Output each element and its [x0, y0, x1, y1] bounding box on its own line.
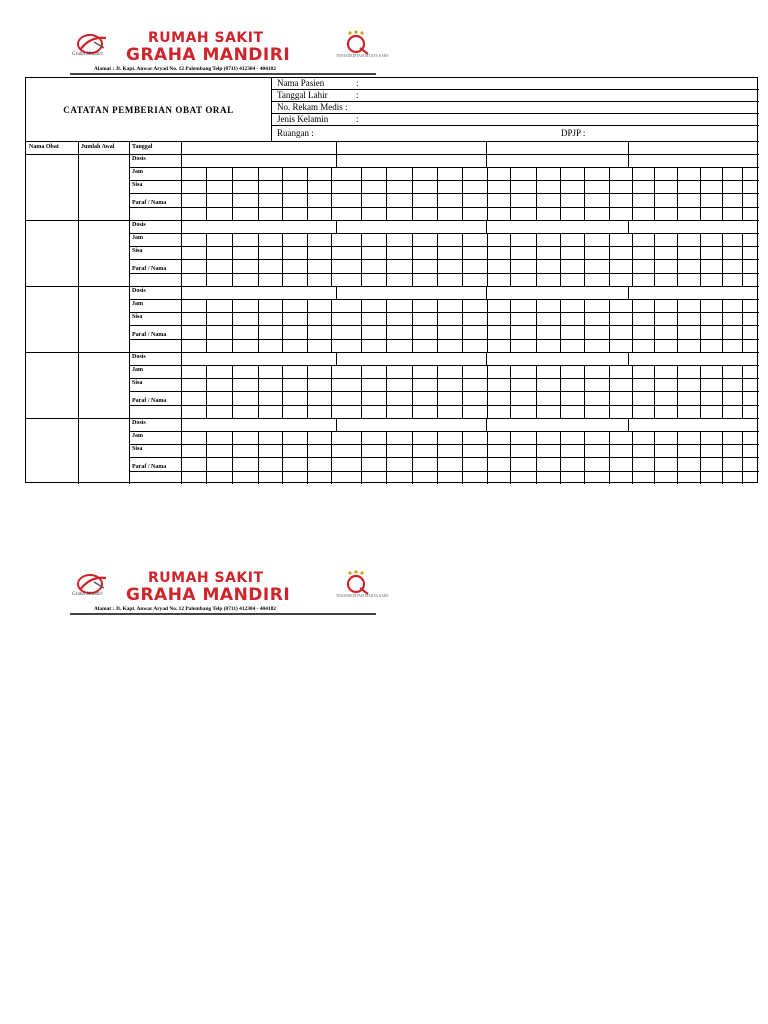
- sub-row-divider: [129, 207, 759, 208]
- row-label-dosis: Dosis: [132, 420, 146, 426]
- gender-label: Jenis Kelamin: [277, 114, 329, 124]
- dosis-divider: [486, 352, 487, 365]
- cell-divider: [722, 233, 723, 286]
- cell-divider: [462, 299, 463, 352]
- cell-divider: [722, 167, 723, 220]
- cell-divider: [412, 233, 413, 286]
- cell-divider: [536, 431, 537, 484]
- dosis-divider: [628, 418, 629, 431]
- gender-value: :: [356, 114, 359, 124]
- patient-info: [272, 78, 759, 142]
- row-label-sisa: Sisa: [132, 248, 143, 254]
- cell-divider: [307, 233, 308, 286]
- cell-divider: [654, 299, 655, 352]
- sub-row-divider: [129, 233, 759, 234]
- row-label-paraf: Paraf / Nama: [132, 332, 167, 338]
- date-divider: [486, 142, 487, 154]
- cell-divider: [700, 167, 701, 220]
- sub-row-divider: [129, 259, 759, 260]
- cell-divider: [206, 167, 207, 220]
- cell-divider: [462, 233, 463, 286]
- letterhead-bottom: [70, 570, 389, 616]
- row-label-paraf: Paraf / Nama: [132, 266, 167, 272]
- cell-divider: [536, 167, 537, 220]
- row-label-dosis: Dosis: [132, 288, 146, 294]
- hospital-address: Alamat : Jl. Kapt. Anwar Aryad No. 12 Palembang Telp (0711) 412384 - 404182: [94, 606, 276, 612]
- cell-divider: [536, 299, 537, 352]
- date-divider: [336, 142, 337, 154]
- cell-divider: [386, 365, 387, 418]
- cell-divider: [206, 365, 207, 418]
- cell-divider: [654, 167, 655, 220]
- cell-divider: [386, 167, 387, 220]
- cell-divider: [584, 167, 585, 220]
- medication-grid: [26, 142, 759, 484]
- sub-row-divider: [129, 405, 759, 406]
- row-label-dosis: Dosis: [132, 222, 146, 228]
- form-title: CATATAN PEMBERIAN OBAT ORAL: [26, 78, 272, 142]
- sub-row-divider: [129, 431, 759, 432]
- sub-row-divider: [129, 471, 759, 472]
- column-divider: [78, 142, 79, 484]
- cell-divider: [742, 233, 743, 286]
- cell-divider: [412, 299, 413, 352]
- sub-row-divider: [129, 365, 759, 366]
- cell-divider: [584, 233, 585, 286]
- cell-divider: [677, 167, 678, 220]
- column-header-jumlah-awal: Jumlah Awal: [81, 144, 115, 150]
- cell-divider: [677, 365, 678, 418]
- cell-divider: [437, 431, 438, 484]
- cell-divider: [560, 431, 561, 484]
- cell-divider: [462, 365, 463, 418]
- cell-divider: [437, 167, 438, 220]
- cell-divider: [232, 431, 233, 484]
- dosis-divider: [628, 286, 629, 299]
- cell-divider: [232, 167, 233, 220]
- hospital-name-line1: RUMAH SAKIT: [148, 570, 264, 586]
- cell-divider: [307, 365, 308, 418]
- cell-divider: [700, 431, 701, 484]
- cell-divider: [282, 299, 283, 352]
- ward-field[interactable]: Ruangan :: [277, 128, 314, 138]
- dosis-divider: [486, 220, 487, 233]
- cell-divider: [677, 431, 678, 484]
- column-header-tanggal: Tanggal: [132, 144, 153, 150]
- sub-row-divider: [129, 378, 759, 379]
- cell-divider: [232, 299, 233, 352]
- sub-row-divider: [129, 444, 759, 445]
- cell-divider: [412, 167, 413, 220]
- hospital-logo-icon: [72, 32, 122, 62]
- hospital-logo-icon: [72, 572, 122, 602]
- cell-divider: [307, 431, 308, 484]
- cell-divider: [437, 233, 438, 286]
- cell-divider: [510, 365, 511, 418]
- dosis-divider: [628, 220, 629, 233]
- cell-divider: [232, 233, 233, 286]
- patient-name-value: :: [356, 78, 359, 88]
- row-label-jam: Jam: [132, 169, 143, 175]
- sub-row-divider: [129, 273, 759, 274]
- cell-divider: [560, 233, 561, 286]
- dosis-divider: [336, 220, 337, 233]
- cell-divider: [700, 365, 701, 418]
- row-label-jam: Jam: [132, 367, 143, 373]
- row-label-paraf: Paraf / Nama: [132, 464, 167, 470]
- cell-divider: [232, 365, 233, 418]
- hospital-name-line2: GRAHA MANDIRI: [126, 585, 291, 605]
- birth-date-label: Tanggal Lahir: [277, 90, 328, 100]
- dosis-divider: [628, 352, 629, 365]
- dosis-divider: [628, 154, 629, 167]
- cell-divider: [742, 365, 743, 418]
- cell-divider: [632, 233, 633, 286]
- cell-divider: [487, 233, 488, 286]
- sub-row-divider: [129, 193, 759, 194]
- dosis-divider: [336, 154, 337, 167]
- cell-divider: [560, 365, 561, 418]
- cell-divider: [258, 299, 259, 352]
- cell-divider: [487, 431, 488, 484]
- cell-divider: [437, 299, 438, 352]
- patient-name-label: Nama Pasien: [277, 78, 325, 88]
- sub-row-divider: [129, 391, 759, 392]
- cell-divider: [584, 365, 585, 418]
- letterhead-divider: [70, 73, 376, 75]
- cell-divider: [536, 233, 537, 286]
- cell-divider: [206, 233, 207, 286]
- sub-row-divider: [129, 325, 759, 326]
- cell-divider: [742, 431, 743, 484]
- hospital-name-line2: GRAHA MANDIRI: [126, 45, 291, 65]
- cell-divider: [487, 167, 488, 220]
- cell-divider: [609, 167, 610, 220]
- cell-divider: [632, 365, 633, 418]
- cell-divider: [282, 365, 283, 418]
- cell-divider: [700, 299, 701, 352]
- cell-divider: [258, 431, 259, 484]
- sub-row-divider: [129, 312, 759, 313]
- row-label-dosis: Dosis: [132, 354, 146, 360]
- cell-divider: [282, 167, 283, 220]
- cell-divider: [677, 233, 678, 286]
- cell-divider: [361, 299, 362, 352]
- birth-date-field[interactable]: [272, 90, 759, 102]
- cell-divider: [654, 365, 655, 418]
- cell-divider: [560, 299, 561, 352]
- cell-divider: [258, 167, 259, 220]
- cell-divider: [654, 431, 655, 484]
- cell-divider: [609, 365, 610, 418]
- cell-divider: [331, 167, 332, 220]
- cell-divider: [722, 299, 723, 352]
- accreditation-motto: TERAKREDITASI MADYA KARS: [336, 54, 389, 58]
- letterhead-divider: [70, 613, 376, 615]
- cell-divider: [632, 299, 633, 352]
- dosis-divider: [486, 286, 487, 299]
- row-label-dosis: Dosis: [132, 156, 146, 162]
- cell-divider: [462, 167, 463, 220]
- cell-divider: [437, 365, 438, 418]
- sub-row-divider: [129, 167, 759, 168]
- cell-divider: [386, 233, 387, 286]
- brand-name: Graha Mandiri: [72, 52, 103, 57]
- cell-divider: [206, 431, 207, 484]
- medical-record-label: No. Rekam Medis :: [277, 102, 348, 112]
- cell-divider: [742, 167, 743, 220]
- patient-name-field[interactable]: [272, 78, 759, 90]
- cell-divider: [282, 431, 283, 484]
- sub-row-divider: [129, 299, 759, 300]
- row-label-sisa: Sisa: [132, 380, 143, 386]
- row-label-paraf: Paraf / Nama: [132, 200, 167, 206]
- cell-divider: [584, 299, 585, 352]
- cell-divider: [258, 233, 259, 286]
- dosis-divider: [336, 352, 337, 365]
- cell-divider: [258, 365, 259, 418]
- sub-row-divider: [129, 339, 759, 340]
- cell-divider: [722, 365, 723, 418]
- column-header-nama-obat: Nama Obat: [29, 144, 59, 150]
- cell-divider: [307, 167, 308, 220]
- cell-divider: [361, 431, 362, 484]
- cell-divider: [510, 431, 511, 484]
- medical-record-field[interactable]: [272, 102, 759, 114]
- dosis-divider: [336, 418, 337, 431]
- cell-divider: [331, 431, 332, 484]
- sub-row-divider: [129, 457, 759, 458]
- cell-divider: [609, 431, 610, 484]
- accreditation-motto: TERAKREDITASI MADYA KARS: [336, 594, 389, 598]
- cell-divider: [412, 365, 413, 418]
- cell-divider: [361, 233, 362, 286]
- cell-divider: [331, 233, 332, 286]
- brand-name: Graha Mandiri: [72, 592, 103, 597]
- hospital-name-line1: RUMAH SAKIT: [148, 30, 264, 46]
- row-label-sisa: Sisa: [132, 182, 143, 188]
- row-label-paraf: Paraf / Nama: [132, 398, 167, 404]
- cell-divider: [282, 233, 283, 286]
- row-label-jam: Jam: [132, 433, 143, 439]
- cell-divider: [609, 233, 610, 286]
- row-label-jam: Jam: [132, 235, 143, 241]
- letterhead: [70, 30, 389, 76]
- cell-divider: [412, 431, 413, 484]
- sub-row-divider: [129, 246, 759, 247]
- cell-divider: [206, 299, 207, 352]
- cell-divider: [632, 431, 633, 484]
- cell-divider: [560, 167, 561, 220]
- cell-divider: [331, 299, 332, 352]
- cell-divider: [654, 233, 655, 286]
- cell-divider: [361, 167, 362, 220]
- cell-divider: [386, 299, 387, 352]
- cell-divider: [487, 365, 488, 418]
- cell-divider: [386, 431, 387, 484]
- dpjp-field[interactable]: DPJP :: [561, 128, 586, 138]
- cell-divider: [361, 365, 362, 418]
- dosis-divider: [486, 154, 487, 167]
- cell-divider: [609, 299, 610, 352]
- gender-field[interactable]: [272, 114, 759, 126]
- cell-divider: [510, 167, 511, 220]
- cell-divider: [462, 431, 463, 484]
- date-divider: [628, 142, 629, 154]
- cell-divider: [536, 365, 537, 418]
- row-label-sisa: Sisa: [132, 446, 143, 452]
- row-label-jam: Jam: [132, 301, 143, 307]
- cell-divider: [722, 431, 723, 484]
- cell-divider: [742, 299, 743, 352]
- cell-divider: [510, 233, 511, 286]
- cell-divider: [584, 431, 585, 484]
- ward-row: [272, 127, 759, 141]
- dosis-divider: [336, 286, 337, 299]
- cell-divider: [307, 299, 308, 352]
- dosis-divider: [486, 418, 487, 431]
- cell-divider: [700, 233, 701, 286]
- cell-divider: [677, 299, 678, 352]
- cell-divider: [487, 299, 488, 352]
- hospital-address: Alamat : Jl. Kapt. Anwar Aryad No. 12 Palembang Telp (0711) 412384 - 404182: [94, 66, 276, 72]
- cell-divider: [331, 365, 332, 418]
- row-label-sisa: Sisa: [132, 314, 143, 320]
- cell-divider: [510, 299, 511, 352]
- medication-form: [25, 77, 758, 483]
- sub-row-divider: [129, 180, 759, 181]
- birth-date-value: :: [356, 90, 359, 100]
- cell-divider: [632, 167, 633, 220]
